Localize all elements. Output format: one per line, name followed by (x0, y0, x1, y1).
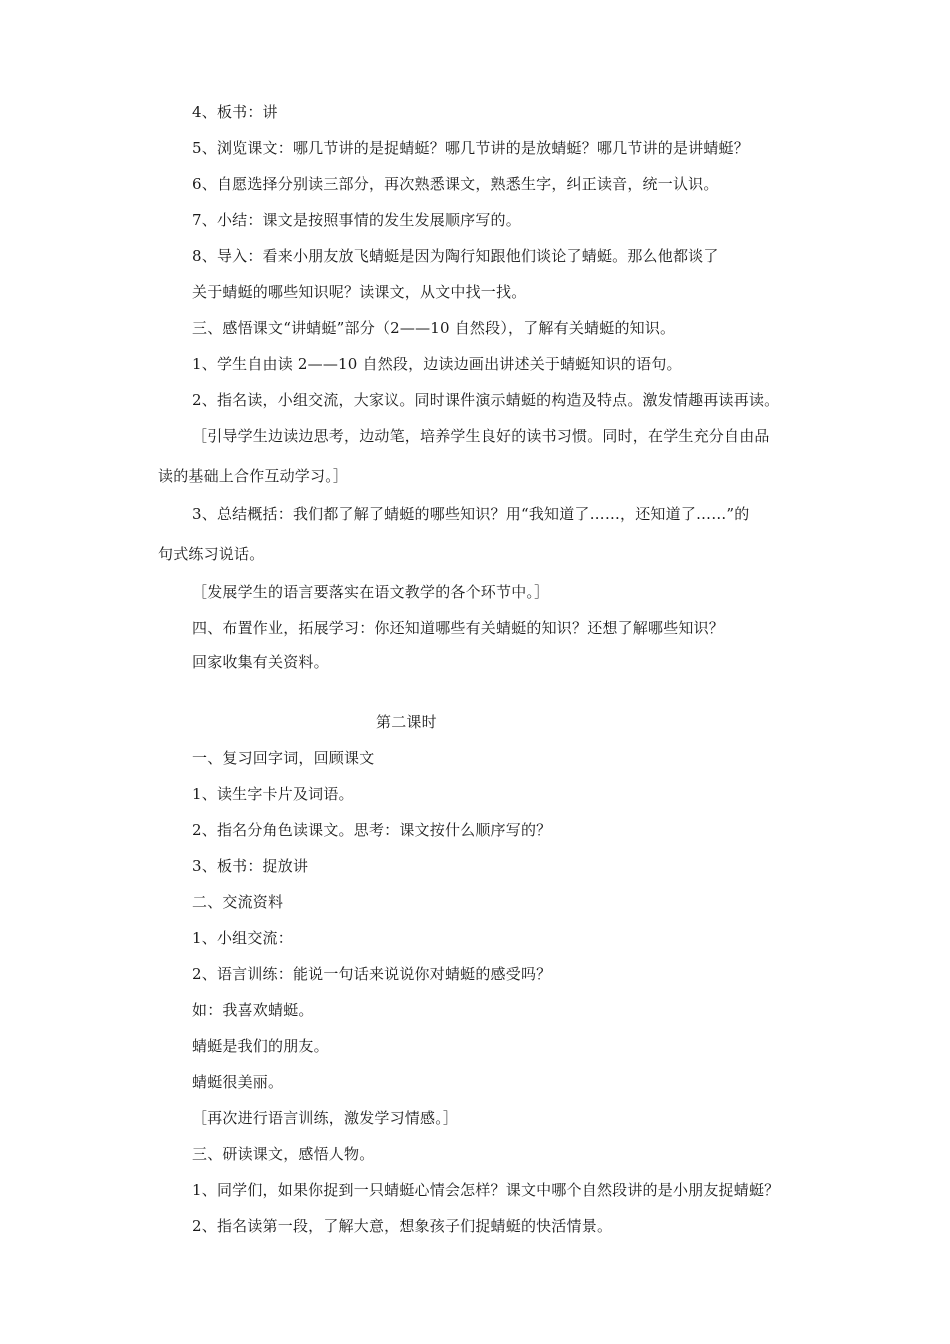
text-line: 6、自愿选择分别读三部分，再次熟悉课文，熟悉生字，纠正读音，统一认识。 (192, 175, 719, 193)
section-heading: 三、感悟课文“讲蜻蜓”部分（2——10 自然段），了解有关蜻蜓的知识。 (192, 319, 676, 337)
text-line: 1、学生自由读 2——10 自然段，边读边画出讲述关于蜻蜓知识的语句。 (192, 355, 682, 373)
text-line: 4、板书：讲 (192, 103, 278, 121)
annotation-line: ［发展学生的语言要落实在语文教学的各个环节中。］ (192, 583, 550, 601)
annotation-line: 读的基础上合作互动学习。］ (158, 467, 349, 485)
text-line: 3、板书：捉放讲 (192, 857, 309, 875)
section-heading: 二、交流资料 (192, 893, 284, 911)
text-line: 蜻蜓很美丽。 (192, 1073, 284, 1091)
text-line: 3、总结概括：我们都了解了蜻蜓的哪些知识？用“我知道了……，还知道了……”的 (192, 505, 750, 523)
lesson-title: 第二课时 (376, 713, 437, 731)
text-line: 关于蜻蜓的哪些知识呢？读课文，从文中找一找。 (192, 283, 527, 301)
text-line: 如：我喜欢蜻蜓。 (192, 1001, 314, 1019)
text-line: 回家收集有关资料。 (192, 653, 329, 671)
annotation-line: ［再次进行语言训练，激发学习情感。］ (192, 1109, 459, 1127)
annotation-line: ［引导学生边读边思考，边动笔，培养学生良好的读书习惯。同时，在学生充分自由品 (192, 427, 770, 445)
text-line: 1、读生字卡片及词语。 (192, 785, 354, 803)
text-line: 1、小组交流： (192, 929, 293, 947)
text-line: 2、指名分角色读课文。思考：课文按什么顺序写的？ (192, 821, 552, 839)
text-line: 7、小结：课文是按照事情的发生发展顺序写的。 (192, 211, 521, 229)
section-heading: 三、研读课文，感悟人物。 (192, 1145, 375, 1163)
text-line: 句式练习说话。 (158, 545, 265, 563)
text-line: 5、浏览课文：哪几节讲的是捉蜻蜓？哪几节讲的是放蜻蜓？哪几节讲的是讲蜻蜓？ (192, 139, 749, 157)
section-heading: 四、布置作业，拓展学习：你还知道哪些有关蜻蜓的知识？还想了解哪些知识？ (192, 619, 725, 637)
text-line: 1、同学们，如果你捉到一只蜻蜓心情会怎样？课文中哪个自然段讲的是小朋友捉蜻蜓？ (192, 1181, 780, 1199)
section-heading: 一、复习回字词，回顾课文 (192, 749, 375, 767)
text-line: 2、指名读，小组交流，大家议。同时课件演示蜻蜓的构造及特点。激发情趣再读再读。 (192, 391, 780, 409)
text-line: 蜻蜓是我们的朋友。 (192, 1037, 329, 1055)
text-line: 2、指名读第一段，了解大意，想象孩子们捉蜻蜓的快活情景。 (192, 1217, 613, 1235)
text-line: 8、导入：看来小朋友放飞蜻蜓是因为陶行知跟他们谈论了蜻蜓。那么他都谈了 (192, 247, 719, 265)
text-line: 2、语言训练：能说一句话来说说你对蜻蜓的感受吗？ (192, 965, 552, 983)
